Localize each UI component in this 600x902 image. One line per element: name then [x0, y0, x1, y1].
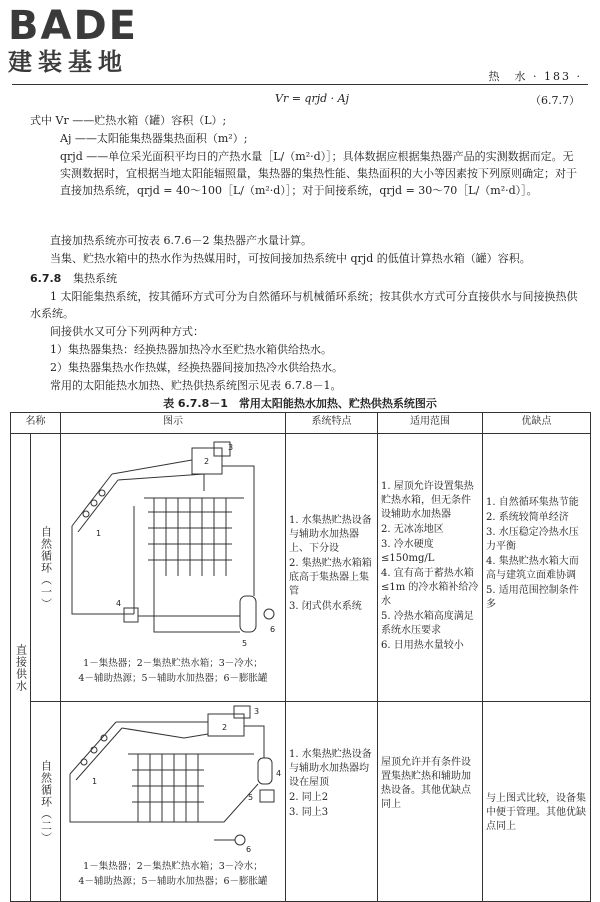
- paragraph-1: 直接加热系统亦可按表 6.7.6－2 集热器产水量计算。: [50, 234, 312, 247]
- scope-item: 5. 冷热水箱高度满足系统水压要求: [381, 611, 474, 636]
- feature-item: 2. 同上2: [289, 792, 329, 803]
- row2-name: 自然循环（二）: [39, 759, 53, 844]
- paragraph-2: 当集、贮热水箱中的热水作为热媒用时，可按间接加热系统中 qrjd 的低值计算热水箱（罐）容积。: [50, 252, 531, 265]
- auxiliary-heat-source: [260, 790, 274, 802]
- where-qrjd: qrjd ——单位采光面积平均日的产热水量［L/（m²·d）］；具体数据应根据集热器产品的实测数据而定。无实测数据时，宜根据当地太阳能辐照量，集热器的集热性能、集热面积的大小等因素按下列原则确定；对于直接加热系统，qrjd = 40～100［L/（m²·d）］；对于间接系统，qrjd = 30～70［L/（m²·d）］。: [60, 150, 577, 197]
- section-heading: [30, 270, 117, 286]
- feature-item: 3. 同上3: [289, 807, 329, 818]
- paragraph-5: 1）集热器集热：经换热器加热冷水至贮热水箱供给热水。: [50, 343, 332, 356]
- paragraph-3: 1 太阳能集热系统，按其循环方式可分为自然循环与机械循环系统；按其供水方式可分直接供水与间接换热供水系统。: [30, 290, 578, 320]
- where-aj: Aj ——太阳能集热器集热面积（m²）;: [60, 132, 248, 145]
- svg-text:2: 2: [204, 457, 210, 466]
- header-diagram: 图示: [61, 413, 286, 434]
- table-caption: 表 6.7.8－1 常用太阳能热水加热、贮热供热系统图示: [163, 397, 437, 410]
- systems-table: [10, 412, 591, 902]
- header-pros: 优缺点: [483, 413, 591, 434]
- row2-pros-cell: [483, 702, 591, 902]
- equation-formula: Vr = qrjd · Aj: [275, 92, 350, 105]
- row1-name: 自然循环（一）: [39, 525, 53, 610]
- row1-diagram-cell: [61, 434, 286, 702]
- scope-item: 1. 屋顶允许设置集热贮热水箱，但无条件设辅助水加热器: [381, 481, 474, 520]
- scope-item: 6. 日用热水量较小: [381, 640, 464, 651]
- scope-item: 4. 宜有高于蓄热水箱≤1m 的冷水箱补给冷水: [381, 568, 479, 607]
- auxiliary-heat-source: [124, 608, 138, 622]
- svg-text:2: 2: [222, 723, 228, 732]
- svg-text:1: 1: [96, 529, 102, 538]
- header-features: 系统特点: [286, 413, 378, 434]
- group-cell: [11, 434, 31, 902]
- legend-line-1: 1－集热器；2－集热贮热水箱；3－冷水；: [83, 658, 263, 669]
- feature-item: 2. 集热贮热水箱箱底高于集热器上集管: [289, 558, 372, 597]
- where-intro: 式中 Vr ——贮热水箱（罐）容积（L）;: [30, 114, 227, 127]
- section-number: 6.7.8: [30, 272, 62, 285]
- scope-item: 3. 冷水硬度≤150mg/L: [381, 539, 435, 564]
- brand-logo: [8, 3, 138, 76]
- feature-item: 1. 水集热贮热设备与辅助水加热器均设在屋顶: [289, 749, 372, 788]
- brand-subtitle: 建装基地: [8, 48, 128, 76]
- group-label: 直接供水: [14, 643, 28, 692]
- running-head: 热 水 · 183 ·: [488, 70, 582, 83]
- brand-name: BADE: [8, 3, 138, 49]
- auxiliary-heater: [258, 758, 272, 784]
- pros-item: 3. 水压稳定冷热水压力平衡: [486, 527, 579, 552]
- pros-item: 5. 适用范围控制条件多: [486, 585, 579, 610]
- table-row: [11, 702, 591, 902]
- pros-text: 与上图式比较，设备集中便于管理。其他优缺点同上: [486, 793, 586, 832]
- system-diagram-2: [64, 704, 282, 854]
- svg-text:3: 3: [254, 707, 260, 716]
- pros-item: 4. 集热贮热水箱大而高与建筑立面难协调: [486, 556, 579, 581]
- svg-text:4: 4: [116, 599, 122, 608]
- row2-name-cell: [31, 702, 61, 902]
- header-name: 名称: [11, 413, 61, 434]
- feature-item: 3. 闭式供水系统: [289, 601, 362, 612]
- svg-text:3: 3: [228, 443, 234, 452]
- legend-line-2: 4－辅助热源；5－辅助水加热器；6－膨胀罐: [78, 673, 268, 684]
- svg-text:5: 5: [248, 793, 254, 802]
- equation-number: （6.7.7）: [530, 94, 580, 107]
- pros-item: 1. 自然循环集热节能: [486, 497, 579, 508]
- solar-collector: [72, 474, 118, 532]
- header-scope: 适用范围: [378, 413, 483, 434]
- solar-collector: [70, 722, 122, 780]
- pros-item: 2. 系统较简单经济: [486, 512, 569, 523]
- svg-text:5: 5: [242, 639, 248, 648]
- auxiliary-heater: [240, 596, 256, 632]
- row2-features-cell: [286, 702, 378, 902]
- equation: [0, 92, 600, 108]
- expansion-tank: [235, 835, 245, 845]
- svg-text:6: 6: [270, 625, 276, 634]
- scope-text: 屋顶允许并有条件设置集热贮热和辅助加热设备。其他优缺点同上: [381, 757, 471, 810]
- row2-scope-cell: [378, 702, 483, 902]
- paragraph-6: 2）集热器集热水作热媒，经换热器间接加热冷水供给热水。: [50, 361, 343, 374]
- svg-text:1: 1: [92, 777, 98, 786]
- svg-text:6: 6: [246, 845, 252, 854]
- table-row: [11, 434, 591, 702]
- row2-diagram-cell: [61, 702, 286, 902]
- row1-scope-cell: [378, 434, 483, 702]
- feature-item: 1. 水集热贮热设备与辅助水加热器上、下分设: [289, 515, 372, 554]
- expansion-tank: [264, 609, 274, 619]
- section-title: 集热系统: [73, 272, 118, 285]
- legend-line-1: 1－集热器；2－集热贮热水箱；3－冷水；: [83, 861, 263, 872]
- scope-item: 2. 无冰冻地区: [381, 524, 444, 535]
- svg-text:4: 4: [276, 769, 282, 778]
- system-diagram-1: [64, 436, 282, 651]
- header-rule: [12, 84, 588, 85]
- table-header-row: [11, 413, 591, 434]
- row1-features-cell: [286, 434, 378, 702]
- row1-name-cell: [31, 434, 61, 702]
- legend-line-2: 4－辅助热源；5－辅助水加热器；6－膨胀罐: [78, 876, 268, 887]
- row1-pros-cell: [483, 434, 591, 702]
- paragraph-4: 间接供水又可分下列两种方式：: [50, 325, 204, 338]
- paragraph-7: 常用的太阳能热水加热、贮热供热系统图示见表 6.7.8－1。: [50, 379, 342, 392]
- riser-pipes: [132, 754, 204, 822]
- cold-water-tank: [234, 706, 250, 718]
- riser-pipes: [148, 498, 232, 576]
